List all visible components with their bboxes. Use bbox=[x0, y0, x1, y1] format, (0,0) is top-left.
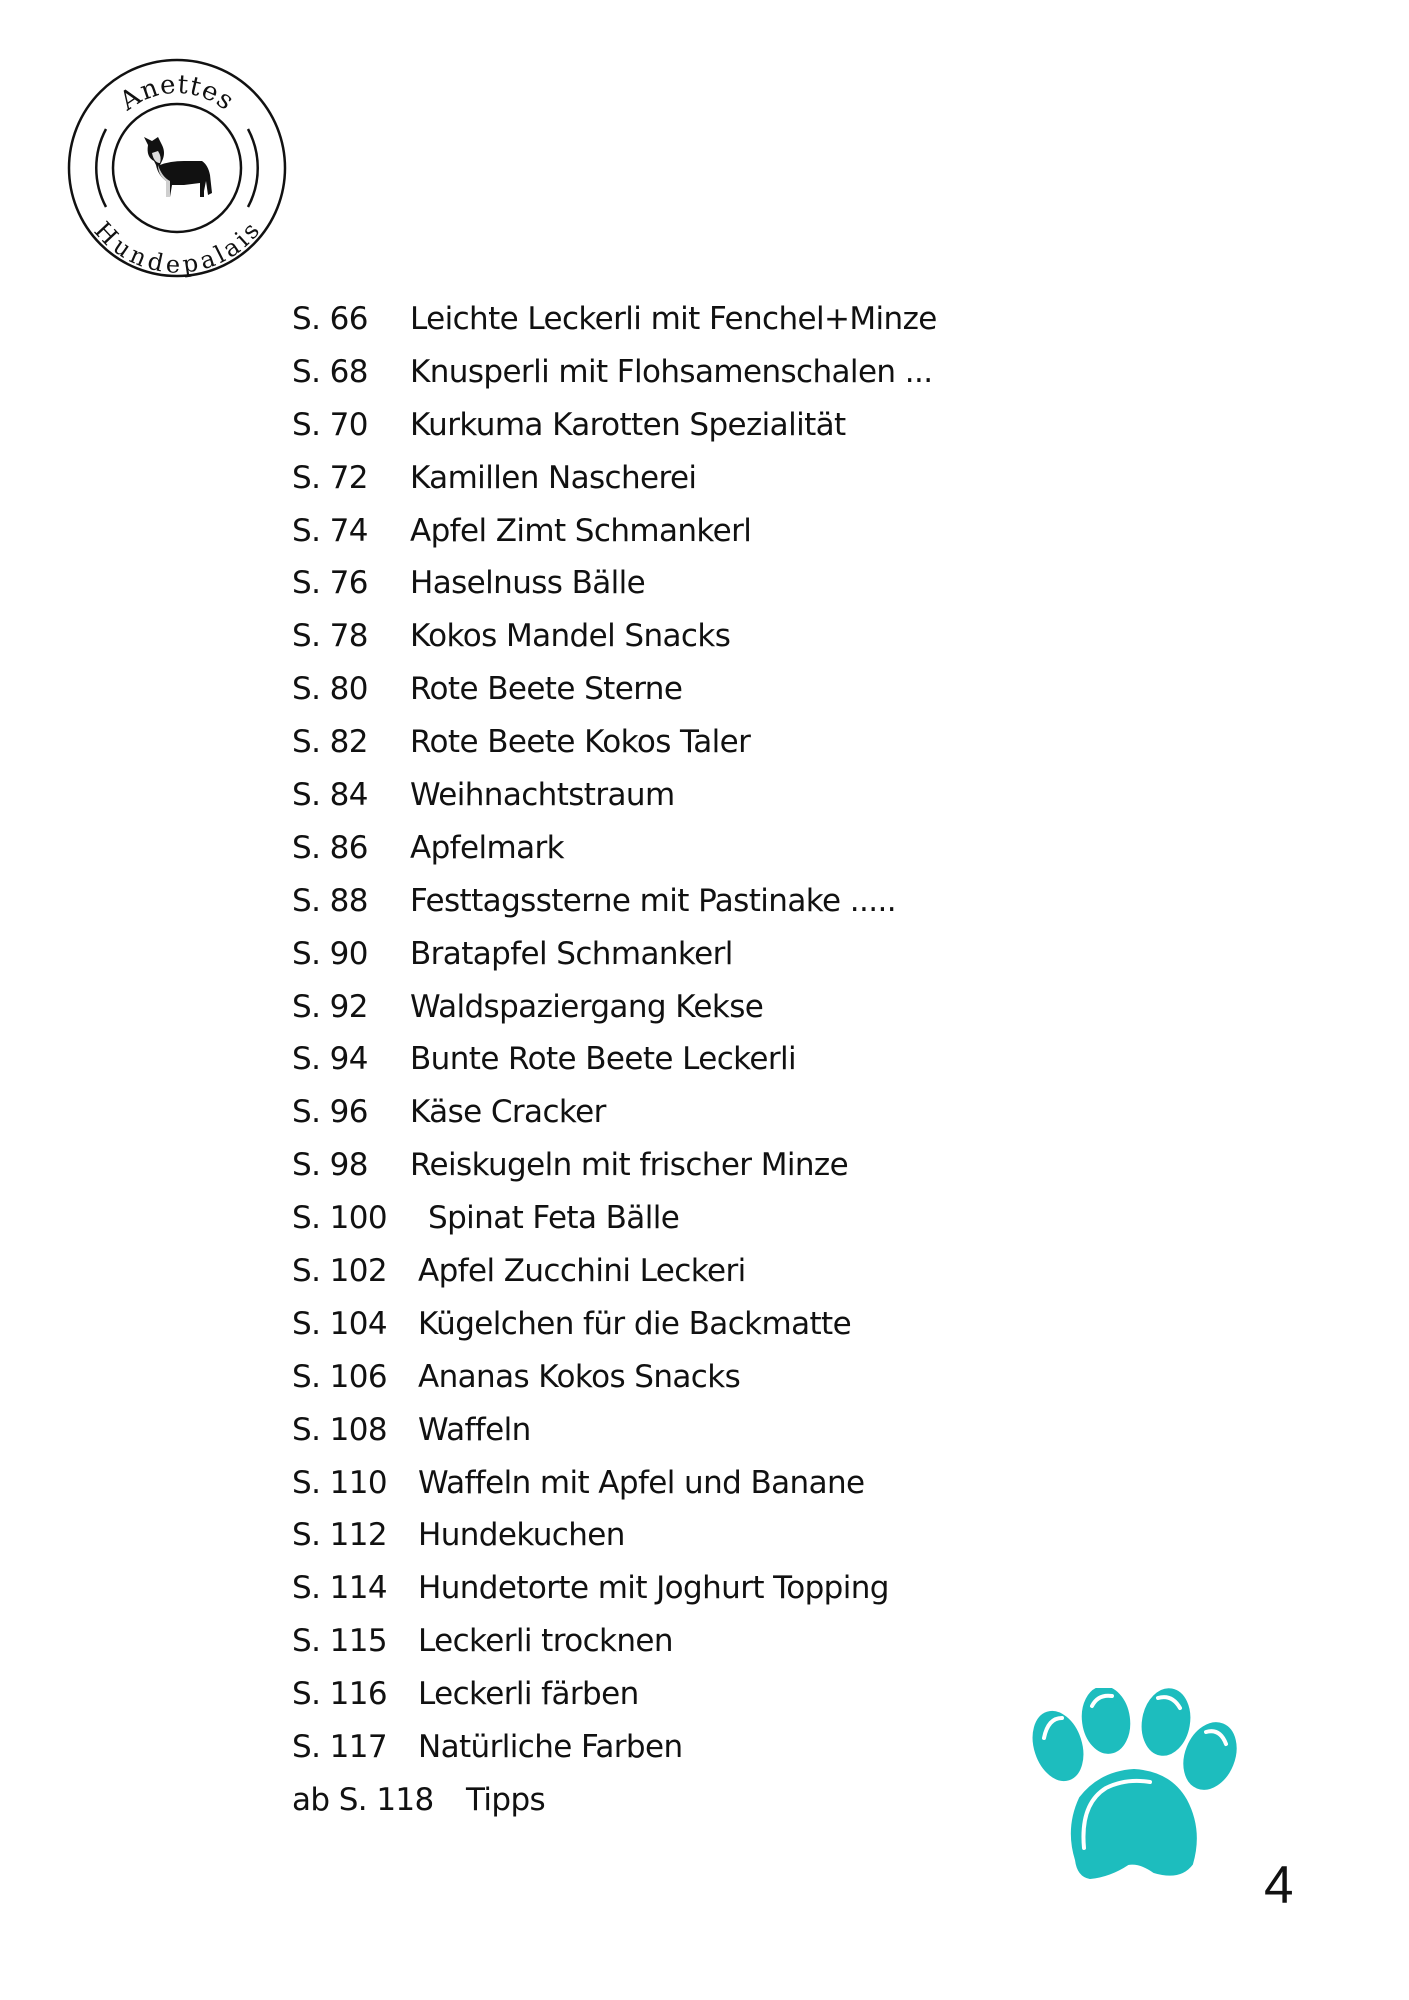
toc-page-number: S. 66 bbox=[292, 301, 368, 337]
toc-entry-title: Kokos Mandel Snacks bbox=[410, 618, 731, 655]
toc-page-number: S. 114 bbox=[292, 1570, 387, 1607]
toc-page-number: S. 102 bbox=[292, 1253, 387, 1290]
paw-print-icon bbox=[1030, 1688, 1238, 1882]
toc-page-number: S. 94 bbox=[292, 1041, 368, 1078]
toc-page-number: S. 88 bbox=[292, 882, 368, 919]
toc-entry-title: Knusperli mit Flohsamenschalen ... bbox=[410, 353, 933, 390]
toc-page-number: S. 108 bbox=[292, 1411, 387, 1448]
toc-entry-title: Tipps bbox=[466, 1781, 546, 1818]
logo-anettes-hundepalais bbox=[66, 57, 288, 279]
toc-entry-title: Leichte Leckerli mit Fenchel+Minze bbox=[410, 301, 937, 337]
toc-page-number: S. 80 bbox=[292, 671, 368, 708]
toc-entry-title: Waffeln mit Apfel und Banane bbox=[418, 1464, 865, 1501]
toc-entry-title: Apfelmark bbox=[410, 829, 564, 866]
svg-text:Anettes: Anettes bbox=[114, 69, 240, 117]
toc-entry-title: Leckerli färben bbox=[418, 1676, 639, 1713]
toc-entry-title: Ananas Kokos Snacks bbox=[418, 1358, 741, 1395]
toc-page-number: S. 116 bbox=[292, 1676, 387, 1713]
toc-page-number: S. 104 bbox=[292, 1305, 387, 1342]
toc-entry-title: Hundetorte mit Joghurt Topping bbox=[418, 1570, 889, 1607]
toc-page-number: S. 76 bbox=[292, 565, 368, 602]
toc-entry-title: Festtagssterne mit Pastinake ..... bbox=[410, 882, 896, 919]
toc-page-number: S. 98 bbox=[292, 1147, 368, 1184]
toc-entry-title: Reiskugeln mit frischer Minze bbox=[410, 1147, 849, 1184]
logo-badge-icon bbox=[66, 57, 288, 279]
page-number: 4 bbox=[1264, 1856, 1294, 1915]
border-collie-dog-icon bbox=[144, 137, 212, 197]
toc-page-number: S. 112 bbox=[292, 1517, 387, 1554]
toc-entry-title: Kurkuma Karotten Spezialität bbox=[410, 406, 846, 443]
toc-page-number: S. 70 bbox=[292, 406, 368, 443]
toc-entry-title: Bratapfel Schmankerl bbox=[410, 935, 733, 972]
toc-entry-title: Bunte Rote Beete Leckerli bbox=[410, 1041, 797, 1078]
toc-entry-title: Käse Cracker bbox=[410, 1094, 606, 1131]
toc-entry-title: Waldspaziergang Kekse bbox=[410, 988, 764, 1025]
toc-page-number: S. 82 bbox=[292, 724, 368, 761]
toc-page-number: S. 90 bbox=[292, 935, 368, 972]
toc-page-number: S. 92 bbox=[292, 988, 368, 1025]
toc-entry-title: Waffeln bbox=[418, 1411, 531, 1448]
toc-page-number: S. 96 bbox=[292, 1094, 368, 1131]
toc-page-number: S. 84 bbox=[292, 777, 368, 814]
toc-entry-title: Apfel Zimt Schmankerl bbox=[410, 512, 752, 549]
toc-entry-title: Kügelchen für die Backmatte bbox=[418, 1305, 852, 1342]
toc-page-number: S. 74 bbox=[292, 512, 368, 549]
toc-page-number: S. 117 bbox=[292, 1729, 387, 1766]
toc-page-number: S. 72 bbox=[292, 459, 368, 496]
toc-entry-title: Kamillen Nascherei bbox=[410, 459, 697, 496]
toc-page-number: S. 110 bbox=[292, 1464, 387, 1501]
toc-entry-title: Hundekuchen bbox=[418, 1517, 625, 1554]
toc-entry-title: Rote Beete Sterne bbox=[410, 671, 683, 708]
toc-page-number: S. 68 bbox=[292, 353, 368, 390]
toc-page-number: S. 86 bbox=[292, 829, 368, 866]
toc-entry-title: Leckerli trocknen bbox=[418, 1623, 673, 1660]
toc-page-number: S. 100 bbox=[292, 1200, 387, 1237]
toc-page-number: ab S. 118 bbox=[292, 1781, 434, 1818]
toc-entry-title: Apfel Zucchini Leckeri bbox=[418, 1253, 746, 1290]
toc-entry-title: Spinat Feta Bälle bbox=[428, 1200, 680, 1237]
svg-text:Hundepalais: Hundepalais bbox=[88, 216, 266, 279]
toc-page-number: S. 78 bbox=[292, 618, 368, 655]
toc-entry-title: Weihnachtstraum bbox=[410, 777, 675, 814]
toc-entry-title: Rote Beete Kokos Taler bbox=[410, 724, 751, 761]
toc-entry-title: Haselnuss Bälle bbox=[410, 565, 646, 602]
toc-entry-title: Natürliche Farben bbox=[418, 1729, 683, 1766]
toc-page-number: S. 115 bbox=[292, 1623, 387, 1660]
toc-page-number: S. 106 bbox=[292, 1358, 387, 1395]
